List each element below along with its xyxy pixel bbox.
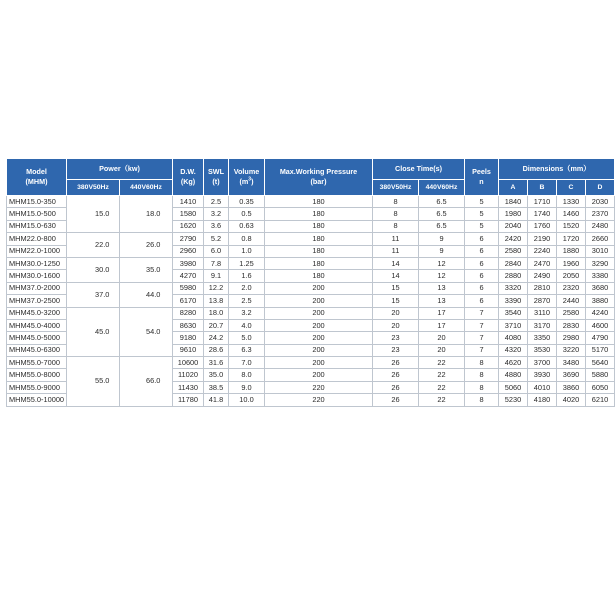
dim-b-cell: 3530: [528, 344, 557, 356]
dim-a-cell: 4880: [499, 369, 528, 381]
model-cell: MHM37.0-2000: [7, 282, 67, 294]
dim-a-cell: 1980: [499, 208, 528, 220]
peels-cell: 6: [465, 295, 499, 307]
dw-cell: 1410: [173, 196, 204, 208]
model-header-line1: Model: [26, 167, 47, 176]
model-cell: MHM45.0-5000: [7, 332, 67, 344]
peels-cell: 6: [465, 257, 499, 269]
close-440-cell: 13: [419, 282, 465, 294]
dim-a-cell: 3710: [499, 319, 528, 331]
dim-b-cell: 1740: [528, 208, 557, 220]
volume-header-line1: Volume: [233, 167, 260, 176]
dim-c-cell: 3690: [557, 369, 586, 381]
close-440-cell: 20: [419, 332, 465, 344]
close-440-header: 440V60Hz: [419, 180, 465, 196]
dim-b-cell: 1760: [528, 220, 557, 232]
dim-c-cell: 3480: [557, 357, 586, 369]
pressure-cell: 180: [265, 233, 373, 245]
close-440-cell: 13: [419, 295, 465, 307]
dim-c-cell: 1460: [557, 208, 586, 220]
dim-c-cell: 2980: [557, 332, 586, 344]
swl-cell: 31.6: [204, 357, 229, 369]
dim-d-cell: 3010: [586, 245, 615, 257]
swl-cell: 28.6: [204, 344, 229, 356]
dim-d-cell: 5170: [586, 344, 615, 356]
dim-d-cell: 4790: [586, 332, 615, 344]
pressure-cell: 200: [265, 344, 373, 356]
dim-b-cell: 2240: [528, 245, 557, 257]
dim-a-cell: 5060: [499, 381, 528, 393]
dim-b-cell: 2810: [528, 282, 557, 294]
dim-a-cell: 3390: [499, 295, 528, 307]
model-cell: MHM37.0-2500: [7, 295, 67, 307]
swl-header: [204, 159, 229, 196]
swl-cell: 6.0: [204, 245, 229, 257]
dw-cell: 10600: [173, 357, 204, 369]
dim-b-cell: 2470: [528, 257, 557, 269]
close-380-cell: 20: [373, 307, 419, 319]
power-header: Power（kw): [67, 159, 173, 180]
dw-cell: 2790: [173, 233, 204, 245]
dim-a-cell: 2040: [499, 220, 528, 232]
dim-c-cell: 2830: [557, 319, 586, 331]
volume-cell: 3.2: [229, 307, 265, 319]
volume-cell: 5.0: [229, 332, 265, 344]
dw-cell: 8630: [173, 319, 204, 331]
power-380-cell: 30.0: [67, 257, 120, 282]
peels-cell: 6: [465, 233, 499, 245]
pressure-cell: 180: [265, 220, 373, 232]
close-380-header: 380V50Hz: [373, 180, 419, 196]
dim-d-cell: 6050: [586, 381, 615, 393]
close-440-cell: 6.5: [419, 208, 465, 220]
swl-cell: 41.8: [204, 394, 229, 406]
swl-cell: 3.6: [204, 220, 229, 232]
model-cell: MHM45.0-6300: [7, 344, 67, 356]
pressure-cell: 200: [265, 319, 373, 331]
close-380-cell: 8: [373, 220, 419, 232]
power-440-cell: 54.0: [120, 307, 173, 357]
dw-cell: 9610: [173, 344, 204, 356]
pressure-cell: 220: [265, 394, 373, 406]
pressure-cell: 200: [265, 332, 373, 344]
dim-c-cell: 2440: [557, 295, 586, 307]
power-440-cell: 18.0: [120, 196, 173, 233]
dim-a-cell: 3320: [499, 282, 528, 294]
swl-cell: 35.0: [204, 369, 229, 381]
table-header: [7, 159, 615, 196]
dim-a-cell: 2420: [499, 233, 528, 245]
dim-a-cell: 1840: [499, 196, 528, 208]
dim-c-cell: 2320: [557, 282, 586, 294]
power-440-cell: 66.0: [120, 357, 173, 407]
volume-header-line2-post: ): [251, 177, 254, 186]
close-time-header: Close Time(s): [373, 159, 465, 180]
pressure-cell: 200: [265, 295, 373, 307]
power-440-cell: 26.0: [120, 233, 173, 258]
peels-cell: 6: [465, 282, 499, 294]
dim-d-cell: 2480: [586, 220, 615, 232]
pressure-header: [265, 159, 373, 196]
dim-b-cell: 2490: [528, 270, 557, 282]
pressure-cell: 220: [265, 381, 373, 393]
model-cell: MHM22.0-1000: [7, 245, 67, 257]
close-380-cell: 26: [373, 369, 419, 381]
dim-b-cell: 3110: [528, 307, 557, 319]
close-440-cell: 22: [419, 394, 465, 406]
volume-cell: 1.0: [229, 245, 265, 257]
dim-d-cell: 5880: [586, 369, 615, 381]
volume-cell: 9.0: [229, 381, 265, 393]
dw-cell: 2960: [173, 245, 204, 257]
power-380-cell: 55.0: [67, 357, 120, 407]
volume-header: [229, 159, 265, 196]
dim-d-header: D: [586, 180, 615, 196]
dw-cell: 5980: [173, 282, 204, 294]
pressure-cell: 200: [265, 369, 373, 381]
model-cell: MHM30.0-1250: [7, 257, 67, 269]
dim-a-cell: 5230: [499, 394, 528, 406]
dim-c-cell: 2050: [557, 270, 586, 282]
dim-c-cell: 1520: [557, 220, 586, 232]
peels-header-line2: n: [479, 177, 484, 186]
dim-d-cell: 2370: [586, 208, 615, 220]
volume-cell: 0.8: [229, 233, 265, 245]
volume-cell: 4.0: [229, 319, 265, 331]
swl-cell: 24.2: [204, 332, 229, 344]
close-440-cell: 12: [419, 270, 465, 282]
dim-a-cell: 2880: [499, 270, 528, 282]
volume-header-line2-pre: (m: [239, 177, 249, 186]
swl-cell: 20.7: [204, 319, 229, 331]
dim-a-header: A: [499, 180, 528, 196]
specification-table: [6, 158, 615, 407]
pressure-cell: 200: [265, 357, 373, 369]
dim-a-cell: 2840: [499, 257, 528, 269]
dim-c-cell: 1330: [557, 196, 586, 208]
table-row: [7, 357, 615, 369]
model-cell: MHM55.0-8000: [7, 369, 67, 381]
dw-cell: 1580: [173, 208, 204, 220]
swl-cell: 9.1: [204, 270, 229, 282]
table-row: [7, 282, 615, 294]
close-380-cell: 8: [373, 196, 419, 208]
dim-c-cell: 2580: [557, 307, 586, 319]
dim-c-cell: 3220: [557, 344, 586, 356]
dw-cell: 6170: [173, 295, 204, 307]
volume-cell: 1.6: [229, 270, 265, 282]
peels-header: [465, 159, 499, 196]
dim-d-cell: 3380: [586, 270, 615, 282]
dim-a-cell: 4620: [499, 357, 528, 369]
dim-b-cell: 2870: [528, 295, 557, 307]
close-440-cell: 9: [419, 233, 465, 245]
pressure-header-line2: (bar): [310, 177, 327, 186]
swl-cell: 2.5: [204, 196, 229, 208]
swl-cell: 18.0: [204, 307, 229, 319]
power-440-cell: 44.0: [120, 282, 173, 307]
model-cell: MHM55.0-10000: [7, 394, 67, 406]
dw-cell: 11020: [173, 369, 204, 381]
power-440-cell: 35.0: [120, 257, 173, 282]
model-cell: MHM30.0-1600: [7, 270, 67, 282]
pressure-cell: 180: [265, 270, 373, 282]
dim-c-cell: 1880: [557, 245, 586, 257]
table-row: [7, 196, 615, 208]
close-380-cell: 15: [373, 282, 419, 294]
dim-b-cell: 3170: [528, 319, 557, 331]
peels-cell: 5: [465, 208, 499, 220]
pressure-cell: 180: [265, 245, 373, 257]
dw-header-line2: (Kg): [180, 177, 196, 186]
model-cell: MHM45.0-3200: [7, 307, 67, 319]
dim-d-cell: 4600: [586, 319, 615, 331]
dim-b-cell: 3930: [528, 369, 557, 381]
dim-b-header: B: [528, 180, 557, 196]
volume-cell: 10.0: [229, 394, 265, 406]
power-380-cell: 22.0: [67, 233, 120, 258]
dim-a-cell: 4080: [499, 332, 528, 344]
model-header-line2: (MHM): [25, 177, 48, 186]
peels-cell: 6: [465, 270, 499, 282]
power-440-header: 440V60Hz: [120, 180, 173, 196]
close-440-cell: 9: [419, 245, 465, 257]
dw-cell: 4270: [173, 270, 204, 282]
dim-b-cell: 4180: [528, 394, 557, 406]
swl-cell: 3.2: [204, 208, 229, 220]
close-380-cell: 20: [373, 319, 419, 331]
dim-b-cell: 1710: [528, 196, 557, 208]
peels-cell: 7: [465, 307, 499, 319]
dim-c-cell: 1720: [557, 233, 586, 245]
dw-cell: 3980: [173, 257, 204, 269]
dim-b-cell: 3350: [528, 332, 557, 344]
close-380-cell: 26: [373, 381, 419, 393]
close-380-cell: 23: [373, 332, 419, 344]
pressure-cell: 180: [265, 257, 373, 269]
close-440-cell: 22: [419, 369, 465, 381]
volume-cell: 0.5: [229, 208, 265, 220]
dim-d-cell: 3290: [586, 257, 615, 269]
peels-cell: 7: [465, 344, 499, 356]
peels-cell: 8: [465, 369, 499, 381]
dimensions-header: Dimensions（mm）: [499, 159, 615, 180]
peels-cell: 8: [465, 394, 499, 406]
close-380-cell: 11: [373, 245, 419, 257]
close-380-cell: 26: [373, 357, 419, 369]
volume-cell: 6.3: [229, 344, 265, 356]
pressure-cell: 180: [265, 196, 373, 208]
dim-c-cell: 3860: [557, 381, 586, 393]
close-440-cell: 20: [419, 344, 465, 356]
dim-d-cell: 5640: [586, 357, 615, 369]
swl-header-line2: (t): [212, 177, 220, 186]
close-440-cell: 22: [419, 381, 465, 393]
close-380-cell: 11: [373, 233, 419, 245]
peels-cell: 7: [465, 332, 499, 344]
swl-header-line1: SWL: [208, 167, 224, 176]
dim-d-cell: 3680: [586, 282, 615, 294]
peels-header-line1: Peels: [472, 167, 491, 176]
dw-cell: 9180: [173, 332, 204, 344]
volume-header-line2-sup: 3: [248, 176, 252, 183]
dim-a-cell: 2580: [499, 245, 528, 257]
table-row: [7, 307, 615, 319]
table-body: [7, 196, 615, 407]
volume-cell: 0.35: [229, 196, 265, 208]
model-cell: MHM15.0-350: [7, 196, 67, 208]
model-cell: MHM15.0-630: [7, 220, 67, 232]
table-row: [7, 233, 615, 245]
power-380-header: 380V50Hz: [67, 180, 120, 196]
pressure-cell: 180: [265, 208, 373, 220]
pressure-header-line1: Max.Working Pressure: [279, 167, 358, 176]
dim-a-cell: 4320: [499, 344, 528, 356]
volume-cell: 1.25: [229, 257, 265, 269]
pressure-cell: 200: [265, 307, 373, 319]
swl-cell: 12.2: [204, 282, 229, 294]
dw-cell: 11780: [173, 394, 204, 406]
volume-cell: 0.63: [229, 220, 265, 232]
dim-c-cell: 4020: [557, 394, 586, 406]
dim-b-cell: 3700: [528, 357, 557, 369]
dim-c-header: C: [557, 180, 586, 196]
close-380-cell: 15: [373, 295, 419, 307]
peels-cell: 8: [465, 357, 499, 369]
swl-cell: 38.5: [204, 381, 229, 393]
model-cell: MHM22.0-800: [7, 233, 67, 245]
peels-cell: 7: [465, 319, 499, 331]
dw-header: [173, 159, 204, 196]
model-cell: MHM45.0-4000: [7, 319, 67, 331]
dw-cell: 1620: [173, 220, 204, 232]
peels-cell: 6: [465, 245, 499, 257]
close-380-cell: 14: [373, 257, 419, 269]
model-header: [7, 159, 67, 196]
dim-d-cell: 2660: [586, 233, 615, 245]
close-440-cell: 17: [419, 307, 465, 319]
peels-cell: 5: [465, 220, 499, 232]
swl-cell: 13.8: [204, 295, 229, 307]
dim-d-cell: 6210: [586, 394, 615, 406]
dim-d-cell: 3880: [586, 295, 615, 307]
swl-cell: 5.2: [204, 233, 229, 245]
power-380-cell: 37.0: [67, 282, 120, 307]
swl-cell: 7.8: [204, 257, 229, 269]
close-440-cell: 6.5: [419, 220, 465, 232]
dim-b-cell: 4010: [528, 381, 557, 393]
dim-c-cell: 1960: [557, 257, 586, 269]
power-380-cell: 45.0: [67, 307, 120, 357]
volume-cell: 2.0: [229, 282, 265, 294]
volume-cell: 7.0: [229, 357, 265, 369]
peels-cell: 5: [465, 196, 499, 208]
model-cell: MHM15.0-500: [7, 208, 67, 220]
pressure-cell: 200: [265, 282, 373, 294]
close-380-cell: 26: [373, 394, 419, 406]
dim-d-cell: 4240: [586, 307, 615, 319]
model-cell: MHM55.0-7000: [7, 357, 67, 369]
power-380-cell: 15.0: [67, 196, 120, 233]
table-row: [7, 257, 615, 269]
dw-header-line1: D.W.: [180, 167, 196, 176]
volume-cell: 8.0: [229, 369, 265, 381]
close-440-cell: 17: [419, 319, 465, 331]
close-380-cell: 8: [373, 208, 419, 220]
close-440-cell: 22: [419, 357, 465, 369]
dw-cell: 11430: [173, 381, 204, 393]
close-440-cell: 6.5: [419, 196, 465, 208]
dim-d-cell: 2030: [586, 196, 615, 208]
model-cell: MHM55.0-9000: [7, 381, 67, 393]
dw-cell: 8280: [173, 307, 204, 319]
volume-cell: 2.5: [229, 295, 265, 307]
peels-cell: 8: [465, 381, 499, 393]
dim-a-cell: 3540: [499, 307, 528, 319]
close-440-cell: 12: [419, 257, 465, 269]
close-380-cell: 23: [373, 344, 419, 356]
close-380-cell: 14: [373, 270, 419, 282]
dim-b-cell: 2190: [528, 233, 557, 245]
